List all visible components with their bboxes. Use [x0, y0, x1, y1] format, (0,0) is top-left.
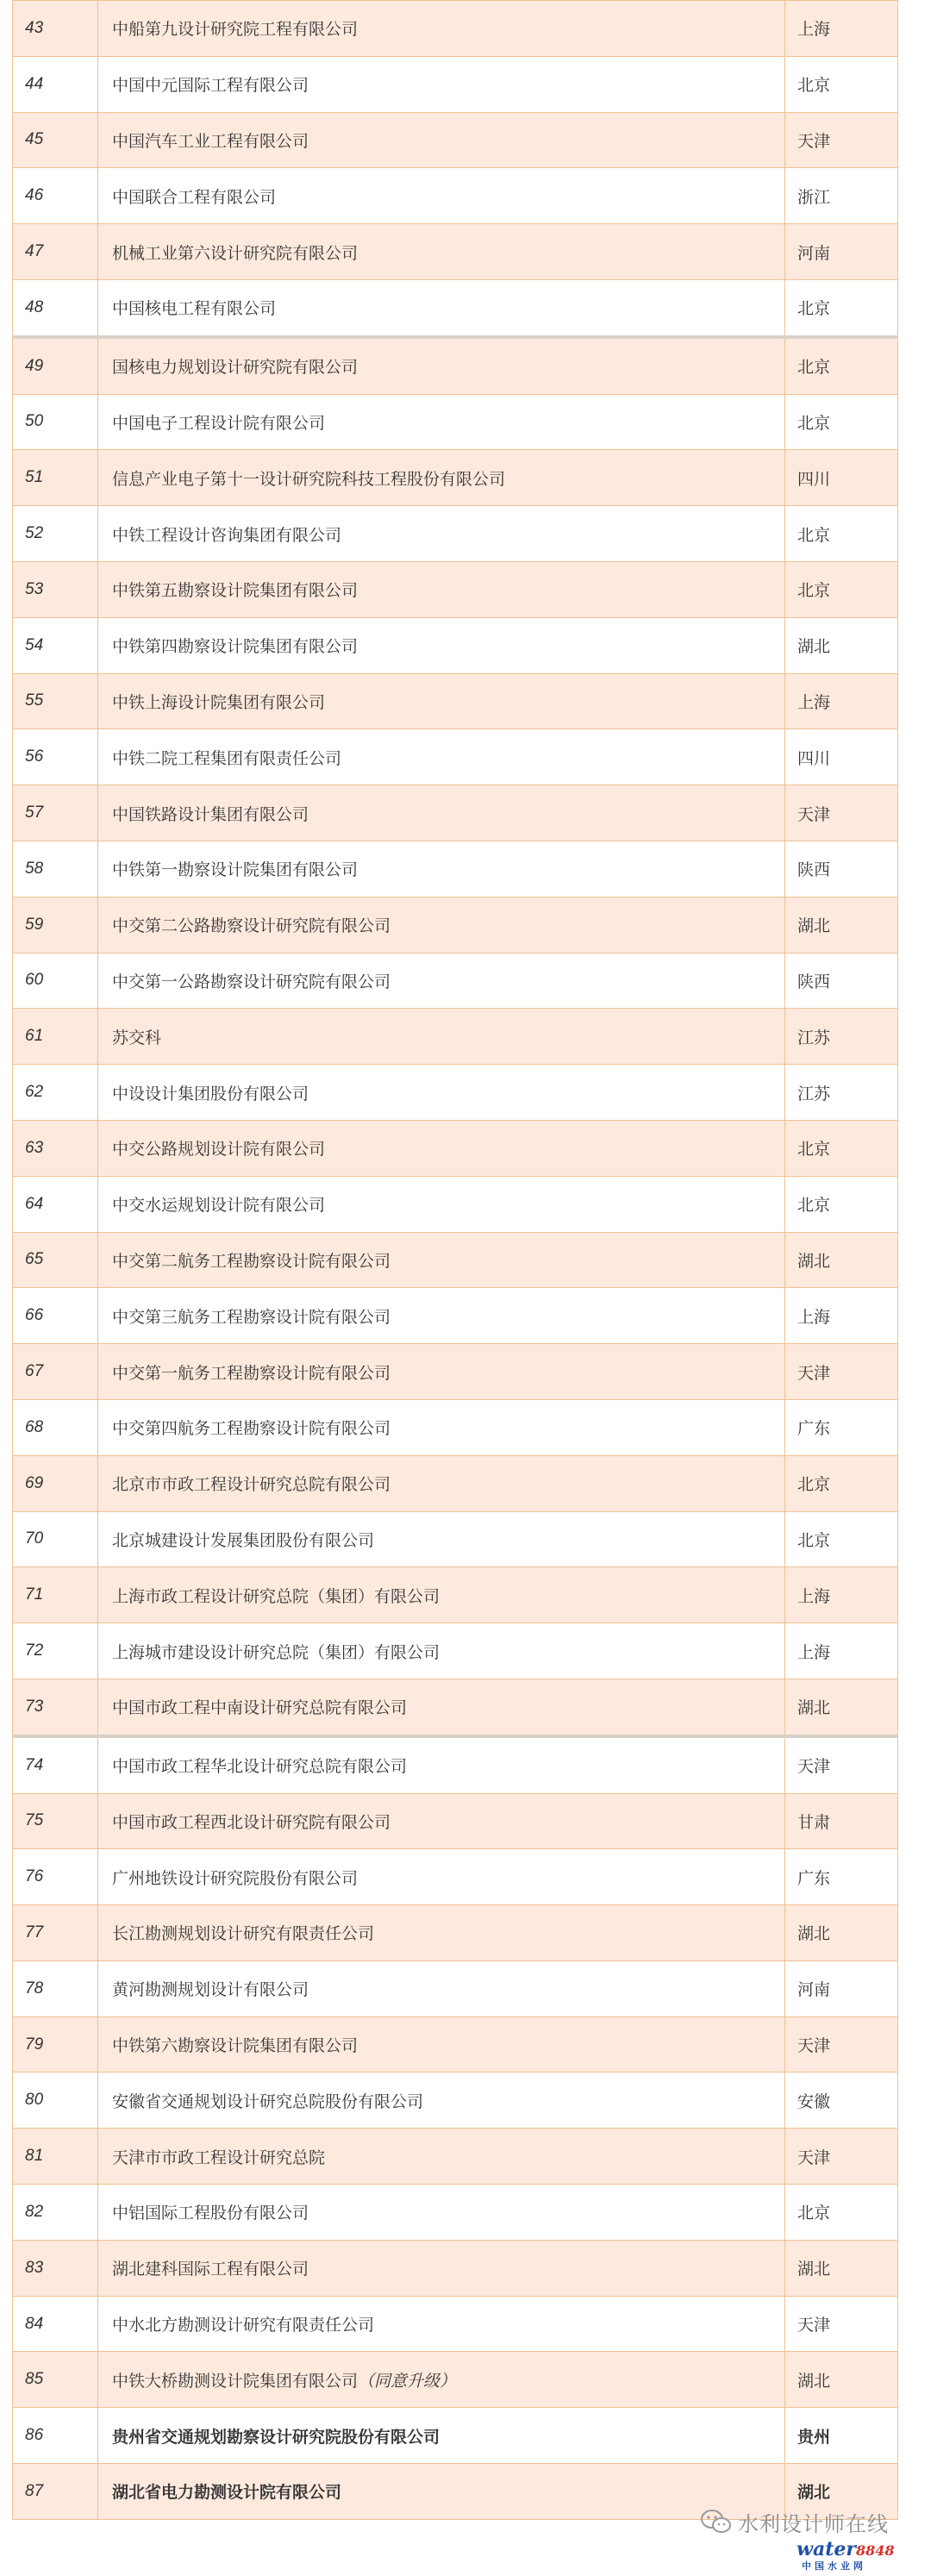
company-name: 中国汽车工业工程有限公司: [112, 132, 309, 151]
province: 北京: [785, 561, 898, 617]
company-name-cell: [98, 1623, 785, 1679]
company-name-cell: [98, 394, 785, 450]
logo-subtitle: 中国水业网: [802, 2561, 866, 2572]
province: 湖北: [785, 897, 898, 953]
table-row: [13, 1849, 898, 1905]
table-row: [13, 2240, 898, 2296]
company-name-cell: [98, 1960, 785, 2016]
row-number: 77: [13, 1905, 98, 1961]
province: 北京: [785, 1511, 898, 1567]
province: 天津: [785, 1736, 898, 1793]
company-name: 天津市市政工程设计研究总院: [112, 2148, 326, 2167]
company-name-cell: [98, 785, 785, 841]
table-row: [13, 1511, 898, 1567]
table-row: [13, 729, 898, 785]
company-name-cell: [98, 1344, 785, 1400]
row-number: 82: [13, 2185, 98, 2241]
company-name-cell: [98, 561, 785, 617]
row-number: 86: [13, 2408, 98, 2464]
company-name-cell: [98, 2185, 785, 2241]
table-row: [13, 224, 898, 280]
province: 湖北: [785, 1679, 898, 1735]
company-name-cell: [98, 1455, 785, 1511]
company-name-cell: [98, 1679, 785, 1735]
table-row: [13, 168, 898, 224]
wechat-account-name: 水利设计师在线: [738, 2512, 889, 2536]
province: 上海: [785, 1288, 898, 1344]
company-name-cell: [98, 224, 785, 280]
company-name: 中国市政工程西北设计研究院有限公司: [112, 1813, 391, 1832]
province: 北京: [785, 1455, 898, 1511]
province: 四川: [785, 729, 898, 785]
company-name: 中铁工程设计咨询集团有限公司: [112, 526, 342, 545]
province: 湖北: [785, 1905, 898, 1961]
company-name-cell: [98, 2464, 785, 2520]
row-number: 46: [13, 168, 98, 224]
table-row: [13, 2129, 898, 2185]
wechat-icon: [700, 2509, 733, 2535]
company-name-cell: [98, 673, 785, 729]
company-name: 北京城建设计发展集团股份有限公司: [112, 1531, 375, 1550]
table-row: [13, 1232, 898, 1288]
table-row: [13, 2016, 898, 2073]
company-name-cell: [98, 112, 785, 168]
province: 河南: [785, 1960, 898, 2016]
province: 广东: [785, 1849, 898, 1905]
company-name: 国核电力规划设计研究院有限公司: [112, 359, 359, 378]
company-name: 北京市市政工程设计研究总院有限公司: [112, 1476, 391, 1495]
province: 陕西: [785, 841, 898, 897]
company-name: 中国铁路设计集团有限公司: [112, 805, 309, 824]
company-name-cell: [98, 56, 785, 112]
company-name: 中交水运规划设计院有限公司: [112, 1197, 326, 1216]
row-number: 74: [13, 1736, 98, 1793]
table-row: [13, 1176, 898, 1232]
table-row: [13, 1455, 898, 1511]
table-row: [13, 2185, 898, 2241]
row-number: 45: [13, 112, 98, 168]
row-number: 48: [13, 279, 98, 336]
row-number: 70: [13, 1511, 98, 1567]
table-row: [13, 1, 898, 57]
company-name: 湖北省电力勘测设计院有限公司: [112, 2484, 342, 2503]
company-name: 长江勘测规划设计研究有限责任公司: [112, 1925, 375, 1944]
company-name-cell: [98, 168, 785, 224]
row-number: 79: [13, 2016, 98, 2073]
company-name: 中铁大桥勘测设计院集团有限公司: [112, 2372, 359, 2391]
table-row: [13, 2073, 898, 2129]
company-name: 上海城市建设设计研究总院（集团）有限公司: [112, 1643, 441, 1662]
province: 天津: [785, 112, 898, 168]
company-name-cell: [98, 1511, 785, 1567]
row-number: 85: [13, 2352, 98, 2408]
row-number: 71: [13, 1567, 98, 1623]
company-name-cell: [98, 1288, 785, 1344]
table-row: [13, 1288, 898, 1344]
company-name-cell: [98, 337, 785, 394]
province: 北京: [785, 506, 898, 562]
company-name: 中铁第四勘察设计院集团有限公司: [112, 638, 359, 657]
table-row: [13, 1065, 898, 1121]
table-row: [13, 1736, 898, 1793]
company-name-cell: [98, 729, 785, 785]
table-row: [13, 561, 898, 617]
company-name-cell: [98, 1232, 785, 1288]
company-name: 苏交科: [112, 1029, 162, 1047]
province: 北京: [785, 2185, 898, 2241]
province: 天津: [785, 1344, 898, 1400]
table-row: [13, 897, 898, 953]
upgrade-note: （同意升级）: [358, 2372, 457, 2391]
table-row: [13, 279, 898, 336]
company-name: 中国电子工程设计院有限公司: [112, 414, 326, 433]
company-name-cell: [98, 2073, 785, 2129]
table-row: [13, 1399, 898, 1455]
company-name-cell: [98, 1793, 785, 1849]
row-number: 87: [13, 2464, 98, 2520]
province: 江苏: [785, 1065, 898, 1121]
water8848-logo: [797, 2538, 894, 2560]
company-name: 广州地铁设计研究院股份有限公司: [112, 1869, 359, 1888]
row-number: 67: [13, 1344, 98, 1400]
province: 湖北: [785, 1232, 898, 1288]
company-name-cell: [98, 617, 785, 673]
company-name-cell: [98, 1009, 785, 1065]
province: 陕西: [785, 953, 898, 1009]
province: 四川: [785, 450, 898, 506]
table-row: [13, 1960, 898, 2016]
company-name: 中交公路规划设计院有限公司: [112, 1141, 326, 1160]
table-row: [13, 1344, 898, 1400]
province: 广东: [785, 1399, 898, 1455]
row-number: 68: [13, 1399, 98, 1455]
table-row: [13, 56, 898, 112]
company-name-cell: [98, 2408, 785, 2464]
company-name: 安徽省交通规划设计研究总院股份有限公司: [112, 2092, 424, 2111]
province: 上海: [785, 1, 898, 57]
company-name: 中国市政工程中南设计研究总院有限公司: [112, 1699, 408, 1718]
table-row: [13, 2352, 898, 2408]
company-name: 中交第三航务工程勘察设计院有限公司: [112, 1308, 391, 1327]
table-row: [13, 506, 898, 562]
company-name-cell: [98, 897, 785, 953]
company-name-cell: [98, 1065, 785, 1121]
table-row: [13, 394, 898, 450]
row-number: 49: [13, 337, 98, 394]
row-number: 50: [13, 394, 98, 450]
company-name-cell: [98, 1120, 785, 1176]
row-number: 84: [13, 2296, 98, 2352]
province: 湖北: [785, 617, 898, 673]
company-name: 中铁上海设计院集团有限公司: [112, 693, 326, 712]
company-name: 中国中元国际工程有限公司: [112, 77, 309, 96]
row-number: 60: [13, 953, 98, 1009]
company-name-cell: [98, 506, 785, 562]
row-number: 43: [13, 1, 98, 57]
company-name-cell: [98, 279, 785, 336]
company-name-cell: [98, 2352, 785, 2408]
company-name: 信息产业电子第十一设计研究院科技工程股份有限公司: [112, 470, 506, 489]
province: 上海: [785, 673, 898, 729]
company-name-cell: [98, 2240, 785, 2296]
province: 北京: [785, 337, 898, 394]
row-number: 55: [13, 673, 98, 729]
province: 天津: [785, 2129, 898, 2185]
province: 湖北: [785, 2464, 898, 2520]
company-name-cell: [98, 1736, 785, 1793]
company-name: 中水北方勘测设计研究有限责任公司: [112, 2317, 375, 2335]
company-name: 中船第九设计研究院工程有限公司: [112, 21, 359, 40]
province: 湖北: [785, 2352, 898, 2408]
logo-brand-b: 8848: [855, 2542, 895, 2559]
table-row: [13, 112, 898, 168]
row-number: 64: [13, 1176, 98, 1232]
company-name: 中交第四航务工程勘察设计院有限公司: [112, 1420, 391, 1439]
table-row: [13, 785, 898, 841]
table-row: [13, 1567, 898, 1623]
company-name: 中铁第五勘察设计院集团有限公司: [112, 582, 359, 601]
province: 北京: [785, 279, 898, 336]
row-number: 65: [13, 1232, 98, 1288]
province: 北京: [785, 56, 898, 112]
row-number: 59: [13, 897, 98, 953]
watermark: [700, 2504, 915, 2572]
province: 北京: [785, 1120, 898, 1176]
province: 上海: [785, 1567, 898, 1623]
company-name-cell: [98, 2296, 785, 2352]
row-number: 52: [13, 506, 98, 562]
company-name-cell: [98, 953, 785, 1009]
company-name: 中交第二航务工程勘察设计院有限公司: [112, 1252, 391, 1271]
province: 贵州: [785, 2408, 898, 2464]
company-name: 中交第二公路勘察设计研究院有限公司: [112, 917, 391, 936]
company-name: 上海市政工程设计研究总院（集团）有限公司: [112, 1587, 441, 1606]
row-number: 78: [13, 1960, 98, 2016]
row-number: 57: [13, 785, 98, 841]
company-name-cell: [98, 450, 785, 506]
table-row: [13, 1679, 898, 1735]
company-name-cell: [98, 841, 785, 897]
row-number: 73: [13, 1679, 98, 1735]
row-number: 69: [13, 1455, 98, 1511]
row-number: 63: [13, 1120, 98, 1176]
table-row: [13, 1793, 898, 1849]
province: 北京: [785, 394, 898, 450]
table-row: [13, 337, 898, 394]
table-row: [13, 617, 898, 673]
company-name: 中国联合工程有限公司: [112, 188, 277, 207]
company-name-cell: [98, 2016, 785, 2073]
province: 甘肃: [785, 1793, 898, 1849]
table-row: [13, 1120, 898, 1176]
company-name: 中铁第六勘察设计院集团有限公司: [112, 2037, 359, 2056]
company-name-cell: [98, 1905, 785, 1961]
row-number: 76: [13, 1849, 98, 1905]
province: 天津: [785, 2016, 898, 2073]
company-name-cell: [98, 1176, 785, 1232]
table-row: [13, 1905, 898, 1961]
province: 河南: [785, 224, 898, 280]
row-number: 66: [13, 1288, 98, 1344]
row-number: 54: [13, 617, 98, 673]
company-name: 中铝国际工程股份有限公司: [112, 2204, 309, 2223]
province: 上海: [785, 1623, 898, 1679]
row-number: 44: [13, 56, 98, 112]
company-name-cell: [98, 1849, 785, 1905]
row-number: 51: [13, 450, 98, 506]
province: 安徽: [785, 2073, 898, 2129]
row-number: 72: [13, 1623, 98, 1679]
province: 天津: [785, 785, 898, 841]
company-name: 中国市政工程华北设计研究总院有限公司: [112, 1758, 408, 1777]
table-row: [13, 1623, 898, 1679]
company-name: 黄河勘测规划设计有限公司: [112, 1981, 309, 2000]
row-number: 80: [13, 2073, 98, 2129]
table-row: [13, 673, 898, 729]
province: 北京: [785, 1176, 898, 1232]
company-name: 中铁第一勘察设计院集团有限公司: [112, 861, 359, 880]
row-number: 83: [13, 2240, 98, 2296]
company-name-cell: [98, 1, 785, 57]
table-row: [13, 953, 898, 1009]
company-name: 中铁二院工程集团有限责任公司: [112, 749, 342, 768]
company-table: [12, 0, 898, 2520]
table-row: [13, 2296, 898, 2352]
province: 天津: [785, 2296, 898, 2352]
table-row: [13, 450, 898, 506]
company-name-cell: [98, 1567, 785, 1623]
table-row: [13, 2408, 898, 2464]
company-name: 机械工业第六设计研究院有限公司: [112, 244, 359, 263]
logo-brand-a: water: [797, 2538, 856, 2560]
row-number: 75: [13, 1793, 98, 1849]
company-name-cell: [98, 1399, 785, 1455]
company-name: 贵州省交通规划勘察设计研究院股份有限公司: [112, 2428, 441, 2447]
province: 浙江: [785, 168, 898, 224]
province: 湖北: [785, 2240, 898, 2296]
row-number: 58: [13, 841, 98, 897]
company-name: 中交第一公路勘察设计研究院有限公司: [112, 972, 391, 991]
company-name-cell: [98, 2129, 785, 2185]
row-number: 53: [13, 561, 98, 617]
table-row: [13, 841, 898, 897]
company-name: 湖北建科国际工程有限公司: [112, 2260, 309, 2279]
row-number: 61: [13, 1009, 98, 1065]
row-number: 56: [13, 729, 98, 785]
row-number: 81: [13, 2129, 98, 2185]
province: 江苏: [785, 1009, 898, 1065]
table-row: [13, 1009, 898, 1065]
company-name: 中国核电工程有限公司: [112, 300, 277, 319]
row-number: 62: [13, 1065, 98, 1121]
row-number: 47: [13, 224, 98, 280]
company-name: 中交第一航务工程勘察设计院有限公司: [112, 1364, 391, 1383]
company-name: 中设设计集团股份有限公司: [112, 1085, 309, 1104]
